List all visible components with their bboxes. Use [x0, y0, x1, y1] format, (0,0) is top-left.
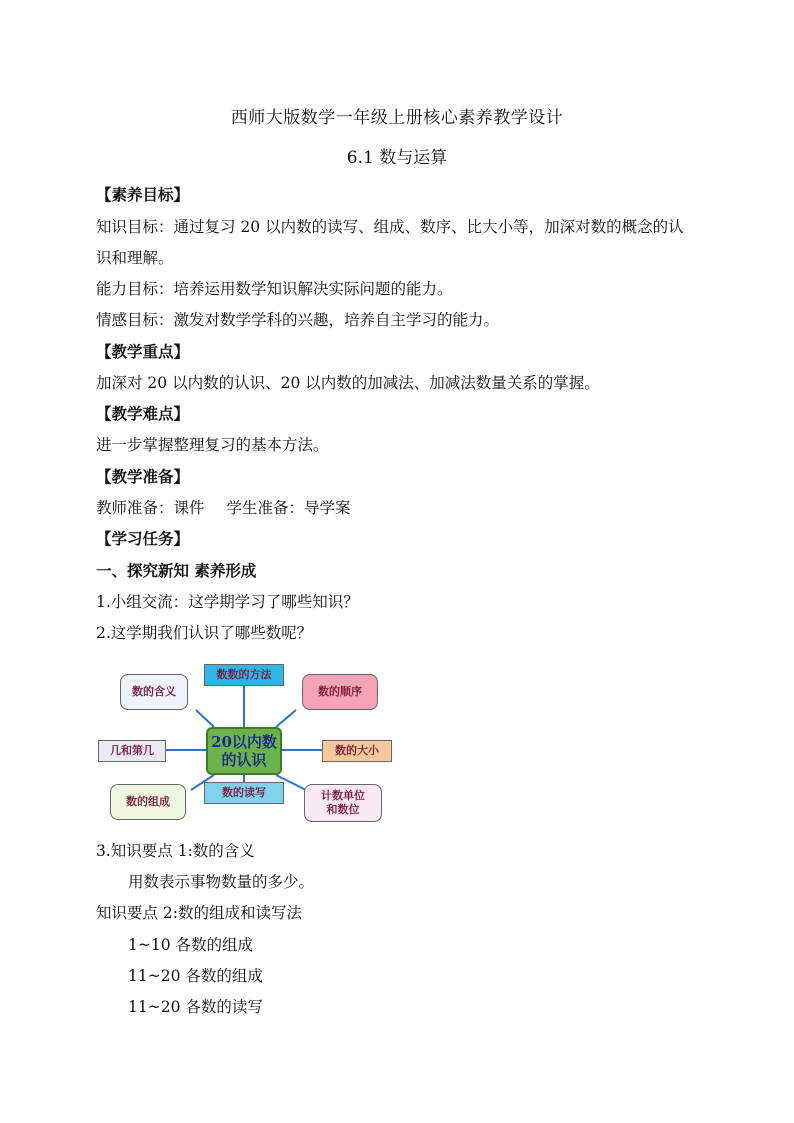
prep-teacher: 教师准备：课件: [96, 499, 205, 517]
goals-heading: 【素养目标】: [96, 185, 190, 204]
connector-meaning: [196, 710, 214, 727]
prep-heading: 【教学准备】: [96, 467, 190, 486]
node-order: 数的顺序: [302, 674, 378, 710]
node-center: [206, 727, 282, 775]
question-1: 1.小组交流：这学期学习了哪些知识？: [96, 593, 359, 611]
node-ordinal: 几和第几: [98, 740, 166, 762]
goal-knowledge-line1: 知识目标：通过复习 20 以内数的读写、组成、数序、比大小等，加深对数的概念的认: [96, 218, 684, 236]
node-meaning: 数的含义: [120, 674, 188, 710]
goal-ability: 能力目标：培养运用数学知识解决实际问题的能力。: [96, 280, 453, 298]
knowledge-point-2-item3: 11~20 各数的读写: [128, 998, 263, 1016]
knowledge-point-2-item2: 11~20 各数的组成: [128, 967, 263, 985]
difficulty-heading: 【教学难点】: [96, 404, 190, 423]
mindmap-diagram: [96, 658, 396, 828]
node-units-line2: 和数位: [326, 803, 360, 816]
document-subtitle: 6.1 数与运算: [346, 148, 448, 168]
tasks-heading: 【学习任务】: [96, 529, 190, 548]
center-line2: 的认识: [221, 751, 267, 769]
node-units-line1: 计数单位: [321, 789, 365, 802]
question-2: 2.这学期我们认识了哪些数呢？: [96, 624, 313, 642]
document-title: 西师大版数学一年级上册核心素养教学设计: [230, 108, 564, 128]
goal-emotion: 情感目标：激发对数学学科的兴趣，培养自主学习的能力。: [96, 311, 500, 329]
node-method: 数数的方法: [204, 664, 284, 686]
knowledge-point-2-item1: 1~10 各数的组成: [128, 936, 253, 954]
knowledge-point-1-heading: 3.知识要点 1:数的含义: [96, 842, 255, 860]
node-composition: 数的组成: [110, 784, 186, 820]
connector-order: [276, 710, 296, 727]
center-line1: 20以内数: [211, 733, 277, 751]
knowledge-point-2-heading: 知识要点 2:数的组成和读写法: [96, 904, 303, 922]
node-units: [304, 784, 382, 822]
focus-text: 加深对 20 以内数的认识、20 以内数的加减法、加减法数量关系的掌握。: [96, 374, 600, 392]
prep-line: [96, 495, 351, 521]
goal-knowledge-line2: 识和理解。: [96, 249, 174, 267]
node-readwrite: 数的读写: [204, 782, 284, 804]
part1-heading: 一、探究新知 素养形成: [96, 561, 257, 580]
prep-student: 学生准备：导学案: [226, 499, 351, 517]
focus-heading: 【教学重点】: [96, 342, 190, 361]
knowledge-point-1-text: 用数表示事物数量的多少。: [128, 873, 315, 891]
difficulty-text: 进一步掌握整理复习的基本方法。: [96, 436, 329, 454]
node-size: 数的大小: [322, 740, 392, 762]
